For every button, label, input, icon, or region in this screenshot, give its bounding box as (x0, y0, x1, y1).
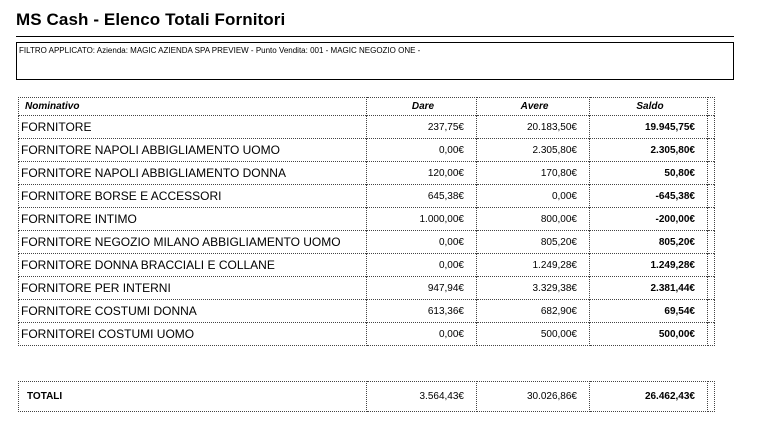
totals-avere: 30.026,86€ (477, 382, 590, 412)
row-spacer (708, 139, 715, 162)
dare-value: 947,94€ (367, 277, 477, 300)
filter-text: FILTRO APPLICATO: Azienda: MAGIC AZIENDA SPA PREVIEW - Punto Vendita: 001 - MAGIC NEGOZIO ONE - (19, 46, 421, 55)
filter-box (16, 42, 734, 80)
dare-value: 645,38€ (367, 185, 477, 208)
row-spacer (708, 185, 715, 208)
row-spacer (708, 116, 715, 139)
dare-value: 120,00€ (367, 162, 477, 185)
avere-value: 2.305,80€ (477, 139, 590, 162)
saldo-value: -645,38€ (590, 185, 708, 208)
dare-value: 0,00€ (367, 231, 477, 254)
row-spacer (708, 208, 715, 231)
totals-spacer (708, 382, 715, 412)
supplier-name: FORNITORE COSTUMI DONNA (19, 300, 367, 323)
dare-value: 0,00€ (367, 254, 477, 277)
supplier-name: FORNITORE NAPOLI ABBIGLIAMENTO DONNA (19, 162, 367, 185)
table-row (19, 300, 715, 323)
supplier-name: FORNITORE PER INTERNI (19, 277, 367, 300)
totals-table (18, 381, 715, 412)
report-title: MS Cash - Elenco Totali Fornitori (16, 10, 286, 29)
avere-value: 20.183,50€ (477, 116, 590, 139)
suppliers-table (18, 97, 715, 346)
avere-value: 682,90€ (477, 300, 590, 323)
table-row (19, 254, 715, 277)
table-row (19, 277, 715, 300)
supplier-name: FORNITORE DONNA BRACCIALI E COLLANE (19, 254, 367, 277)
saldo-value: 500,00€ (590, 323, 708, 346)
table-row (19, 162, 715, 185)
saldo-value: 1.249,28€ (590, 254, 708, 277)
avere-value: 3.329,38€ (477, 277, 590, 300)
supplier-name: FORNITORE NEGOZIO MILANO ABBIGLIAMENTO UOMO (19, 231, 367, 254)
header-saldo: Saldo (590, 98, 708, 116)
saldo-value: -200,00€ (590, 208, 708, 231)
totals-label: TOTALI (19, 382, 367, 412)
row-spacer (708, 300, 715, 323)
avere-value: 1.249,28€ (477, 254, 590, 277)
table-row (19, 323, 715, 346)
saldo-value: 19.945,75€ (590, 116, 708, 139)
dare-value: 0,00€ (367, 139, 477, 162)
totals-row (19, 382, 715, 412)
supplier-name: FORNITOREI COSTUMI UOMO (19, 323, 367, 346)
title-divider (16, 36, 734, 37)
dare-value: 237,75€ (367, 116, 477, 139)
table-row (19, 231, 715, 254)
supplier-name: FORNITORE BORSE E ACCESSORI (19, 185, 367, 208)
header-nominativo: Nominativo (19, 98, 367, 116)
supplier-name: FORNITORE NAPOLI ABBIGLIAMENTO UOMO (19, 139, 367, 162)
avere-value: 170,80€ (477, 162, 590, 185)
row-spacer (708, 162, 715, 185)
avere-value: 500,00€ (477, 323, 590, 346)
table-row (19, 208, 715, 231)
avere-value: 800,00€ (477, 208, 590, 231)
saldo-value: 805,20€ (590, 231, 708, 254)
dare-value: 613,36€ (367, 300, 477, 323)
header-avere: Avere (477, 98, 590, 116)
saldo-value: 69,54€ (590, 300, 708, 323)
header-spacer (708, 98, 715, 116)
saldo-value: 2.381,44€ (590, 277, 708, 300)
totals-saldo: 26.462,43€ (590, 382, 708, 412)
table-row (19, 116, 715, 139)
dare-value: 0,00€ (367, 323, 477, 346)
table-row (19, 139, 715, 162)
saldo-value: 2.305,80€ (590, 139, 708, 162)
row-spacer (708, 254, 715, 277)
avere-value: 805,20€ (477, 231, 590, 254)
dare-value: 1.000,00€ (367, 208, 477, 231)
row-spacer (708, 231, 715, 254)
header-dare: Dare (367, 98, 477, 116)
table-row (19, 185, 715, 208)
totals-dare: 3.564,43€ (367, 382, 477, 412)
row-spacer (708, 323, 715, 346)
table-header-row (19, 98, 715, 116)
saldo-value: 50,80€ (590, 162, 708, 185)
avere-value: 0,00€ (477, 185, 590, 208)
row-spacer (708, 277, 715, 300)
supplier-name: FORNITORE INTIMO (19, 208, 367, 231)
supplier-name: FORNITORE (19, 116, 367, 139)
